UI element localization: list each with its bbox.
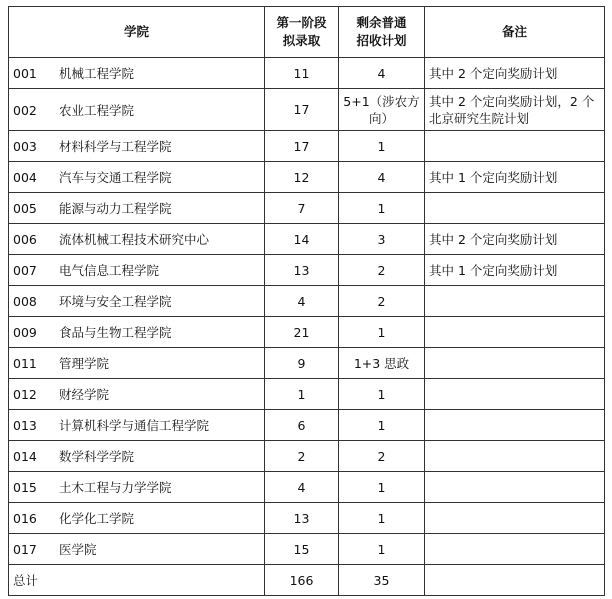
table-row: [9, 58, 605, 89]
college-code: 009: [13, 325, 37, 340]
note-cell: 其中 1 个定向奖励计划: [425, 162, 605, 193]
header-stage1-line2: 拟录取: [282, 33, 321, 48]
table-row: [9, 162, 605, 193]
note-cell: [425, 503, 605, 534]
college-code: 003: [13, 139, 37, 154]
note-cell: 其中 1 个定向奖励计划: [425, 255, 605, 286]
college-cell: [9, 348, 265, 379]
college-cell: [9, 317, 265, 348]
note-cell: [425, 410, 605, 441]
college-name: 财经学院: [59, 387, 110, 402]
admitted-cell: 4: [265, 286, 339, 317]
remaining-cell: 2: [339, 255, 425, 286]
college-code: 015: [13, 480, 37, 495]
college-name: 土木工程与力学学院: [59, 480, 172, 495]
college-cell: [9, 224, 265, 255]
college-name: 汽车与交通工程学院: [59, 170, 172, 185]
admitted-cell: 13: [265, 503, 339, 534]
college-name: 数学科学学院: [59, 449, 135, 464]
college-name: 环境与安全工程学院: [59, 294, 172, 309]
table-row: [9, 286, 605, 317]
header-stage1: [265, 7, 339, 58]
table-row: [9, 131, 605, 162]
college-code: 014: [13, 449, 37, 464]
college-cell: [9, 255, 265, 286]
college-cell: [9, 89, 265, 131]
college-code: 007: [13, 263, 37, 278]
remaining-cell: 1: [339, 472, 425, 503]
remaining-cell: 1: [339, 317, 425, 348]
college-code: 005: [13, 201, 37, 216]
college-cell: [9, 441, 265, 472]
college-name: 能源与动力工程学院: [59, 201, 172, 216]
remaining-cell: 1: [339, 193, 425, 224]
total-row: [9, 565, 605, 596]
remaining-cell: 1: [339, 534, 425, 565]
college-name: 化学化工学院: [59, 511, 135, 526]
header-stage1-line1: 第一阶段: [276, 15, 327, 30]
college-code: 012: [13, 387, 37, 402]
remaining-cell: 1+3 思政: [339, 348, 425, 379]
table-row: [9, 89, 605, 131]
admitted-cell: 6: [265, 410, 339, 441]
table-row: [9, 379, 605, 410]
college-cell: [9, 131, 265, 162]
header-remaining: [339, 7, 425, 58]
remaining-cell: 2: [339, 441, 425, 472]
note-cell: [425, 441, 605, 472]
admitted-cell: 17: [265, 131, 339, 162]
table-row: [9, 348, 605, 379]
note-cell: 其中 2 个定向奖励计划: [425, 58, 605, 89]
header-remaining-line1: 剩余普通: [356, 15, 407, 30]
college-code: 013: [13, 418, 37, 433]
remaining-cell: 4: [339, 162, 425, 193]
college-cell: [9, 472, 265, 503]
remaining-cell: 1: [339, 379, 425, 410]
college-cell: [9, 193, 265, 224]
college-cell: [9, 162, 265, 193]
college-code: 006: [13, 232, 37, 247]
note-cell: [425, 317, 605, 348]
note-cell: 其中 2 个定向奖励计划，2 个北京研究生院计划: [425, 89, 605, 131]
college-name: 食品与生物工程学院: [59, 325, 172, 340]
admitted-cell: 1: [265, 379, 339, 410]
college-cell: [9, 503, 265, 534]
total-admitted: 166: [265, 565, 339, 596]
college-code: 001: [13, 66, 37, 81]
admitted-cell: 15: [265, 534, 339, 565]
remaining-cell: 4: [339, 58, 425, 89]
remaining-cell: 1: [339, 503, 425, 534]
admitted-cell: 4: [265, 472, 339, 503]
admitted-cell: 12: [265, 162, 339, 193]
college-name: 医学院: [59, 542, 97, 557]
admitted-cell: 7: [265, 193, 339, 224]
note-cell: [425, 379, 605, 410]
college-cell: [9, 286, 265, 317]
note-cell: [425, 534, 605, 565]
note-cell: [425, 131, 605, 162]
remaining-cell: 1: [339, 131, 425, 162]
note-cell: [425, 193, 605, 224]
total-note: [425, 565, 605, 596]
college-cell: [9, 379, 265, 410]
college-cell: [9, 410, 265, 441]
table-row: [9, 193, 605, 224]
college-name: 计算机科学与通信工程学院: [59, 418, 210, 433]
admitted-cell: 11: [265, 58, 339, 89]
college-code: 002: [13, 102, 37, 118]
admitted-cell: 9: [265, 348, 339, 379]
total-label: 总计: [9, 565, 265, 596]
college-name: 流体机械工程技术研究中心: [59, 232, 210, 247]
college-code: 016: [13, 511, 37, 526]
header-row: [9, 7, 605, 58]
table-row: [9, 441, 605, 472]
college-code: 017: [13, 542, 37, 557]
table-row: [9, 503, 605, 534]
note-cell: [425, 472, 605, 503]
remaining-cell: 3: [339, 224, 425, 255]
admitted-cell: 13: [265, 255, 339, 286]
table-row: [9, 534, 605, 565]
college-cell: [9, 58, 265, 89]
admitted-cell: 21: [265, 317, 339, 348]
table-row: [9, 317, 605, 348]
remaining-cell: 2: [339, 286, 425, 317]
admitted-cell: 2: [265, 441, 339, 472]
admission-plan-table: [8, 6, 605, 596]
note-cell: [425, 348, 605, 379]
table-row: [9, 224, 605, 255]
college-cell: [9, 534, 265, 565]
note-cell: 其中 2 个定向奖励计划: [425, 224, 605, 255]
college-code: 008: [13, 294, 37, 309]
admitted-cell: 17: [265, 89, 339, 131]
college-code: 004: [13, 170, 37, 185]
remaining-cell: 1: [339, 410, 425, 441]
college-name: 农业工程学院: [59, 102, 135, 118]
college-name: 材料科学与工程学院: [59, 139, 172, 154]
college-name: 机械工程学院: [59, 66, 135, 81]
remaining-cell: 5+1（涉农方向）: [339, 89, 425, 131]
header-college: 学院: [9, 7, 265, 58]
college-name: 管理学院: [59, 356, 110, 371]
college-code: 011: [13, 356, 37, 371]
table-row: [9, 410, 605, 441]
header-note: 备注: [425, 7, 605, 58]
table-row: [9, 472, 605, 503]
header-remaining-line2: 招收计划: [356, 33, 407, 48]
total-remaining: 35: [339, 565, 425, 596]
note-cell: [425, 286, 605, 317]
admitted-cell: 14: [265, 224, 339, 255]
table-row: [9, 255, 605, 286]
college-name: 电气信息工程学院: [59, 263, 160, 278]
